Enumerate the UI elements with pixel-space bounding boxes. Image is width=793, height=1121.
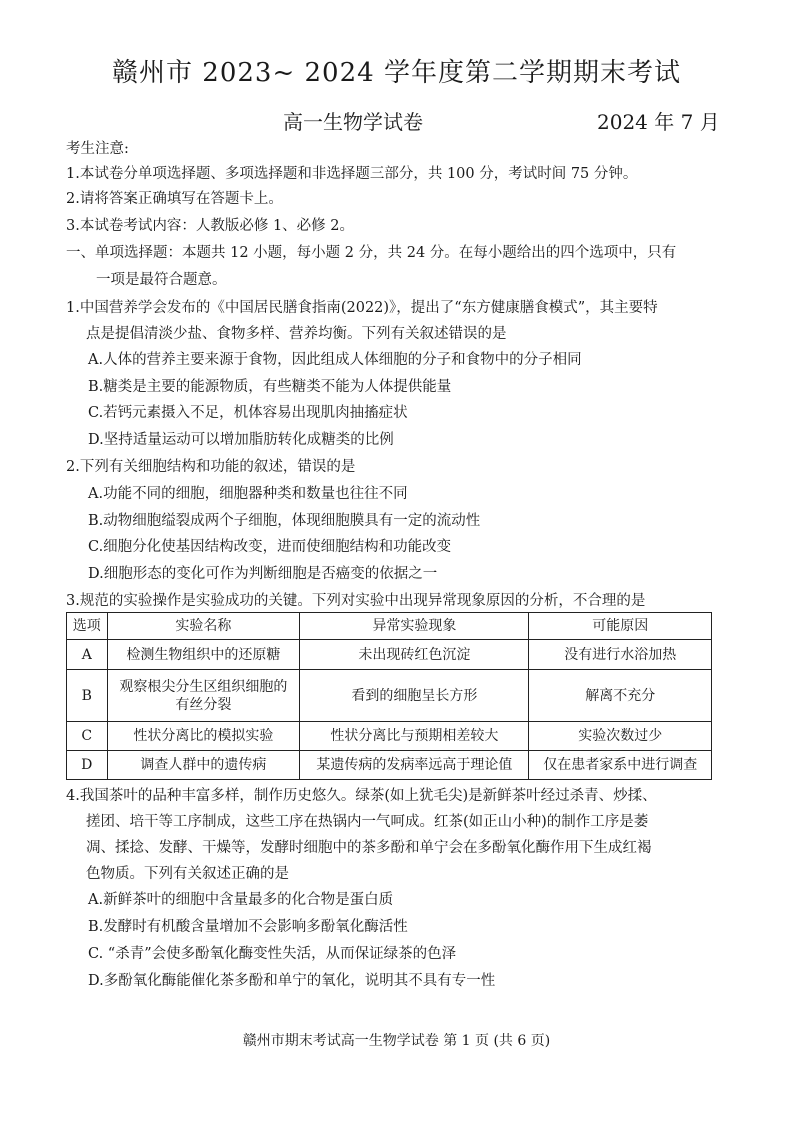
row-phenomenon: 某遗传病的发病率远高于理论值 xyxy=(300,751,529,780)
row-option: D xyxy=(67,751,108,780)
q1-stem-cont: 点是提倡清淡少盐、食物多样、营养均衡。下列有关叙述错误的是 xyxy=(86,326,507,342)
table-row xyxy=(67,722,712,751)
q4-option-b: B.发酵时有机酸含量增加不会影响多酚氧化酶活性 xyxy=(88,919,408,935)
q4-option-d: D.多酚氧化酶能催化茶多酚和单宁的氧化，说明其不具有专一性 xyxy=(88,973,496,989)
table-row xyxy=(67,670,712,722)
table-row xyxy=(67,751,712,780)
q2-option-a: A.功能不同的细胞，细胞器种类和数量也往往不同 xyxy=(88,486,408,502)
q4-option-a: A.新鲜茶叶的细胞中含量最多的化合物是蛋白质 xyxy=(88,892,394,908)
q3-stem: 3.规范的实验操作是实验成功的关键。下列对实验中出现异常现象原因的分析，不合理的是 xyxy=(66,593,646,609)
row-experiment: 性状分离比的模拟实验 xyxy=(107,722,300,751)
q3-table xyxy=(66,612,712,780)
header-experiment: 实验名称 xyxy=(107,613,300,640)
q1-option-b: B.糖类是主要的能源物质，有些糖类不能为人体提供能量 xyxy=(88,379,452,395)
section1-instruction: 一、单项选择题：本题共 12 小题，每小题 2 分，共 24 分。在每小题给出的四个选项中，只有 xyxy=(66,245,677,261)
q1-stem: 1.中国营养学会发布的《中国居民膳食指南(2022)》，提出了“东方健康膳食模式”，其主要特 xyxy=(66,300,658,316)
row-phenomenon: 未出现砖红色沉淀 xyxy=(300,640,529,670)
q1-option-a: A.人体的营养主要来源于食物，因此组成人体细胞的分子和食物中的分子相同 xyxy=(88,352,582,368)
row-cause: 解离不充分 xyxy=(529,670,712,722)
row-experiment-line1: 观察根尖分生区组织细胞的 xyxy=(119,678,288,695)
row-experiment xyxy=(107,670,300,722)
row-cause: 没有进行水浴加热 xyxy=(529,640,712,670)
row-experiment-line2: 有丝分裂 xyxy=(175,696,232,713)
row-experiment: 调查人群中的遗传病 xyxy=(107,751,300,780)
page-footer: 赣州市期末考试高一生物学试卷 第 1 页 (共 6 页) xyxy=(242,1033,551,1049)
row-cause: 仅在患者家系中进行调查 xyxy=(529,751,712,780)
exam-date: 2024 年 7 月 xyxy=(597,110,720,134)
q1-option-d: D.坚持适量运动可以增加脂肪转化成糖类的比例 xyxy=(88,432,394,448)
q2-stem: 2.下列有关细胞结构和功能的叙述，错误的是 xyxy=(66,459,356,475)
q4-stem: 4.我国茶叶的品种丰富多样，制作历史悠久。绿茶(如上犹毛尖)是新鲜茶叶经过杀青、炒揉、 xyxy=(66,788,657,804)
q1-option-c: C.若钙元素摄入不足，机体容易出现肌肉抽搐症状 xyxy=(88,405,408,421)
subject-title: 高一生物学试卷 xyxy=(283,110,423,134)
header-option: 选项 xyxy=(67,613,108,640)
q2-option-c: C.细胞分化使基因结构改变，进而使细胞结构和功能改变 xyxy=(88,539,452,555)
row-option: C xyxy=(67,722,108,751)
table-header-row xyxy=(67,613,712,640)
notice-item-3: 3.本试卷考试内容：人教版必修 1、必修 2。 xyxy=(66,218,355,234)
section1-instruction-cont: 一项是最符合题意。 xyxy=(96,272,227,288)
exam-title: 赣州市 2023~ 2024 学年度第二学期期末考试 xyxy=(112,58,681,88)
notice-item-1: 1.本试卷分单项选择题、多项选择题和非选择题三部分，共 100 分，考试时间 75 分钟。 xyxy=(66,166,638,182)
row-option: B xyxy=(67,670,108,722)
header-cause: 可能原因 xyxy=(529,613,712,640)
notice-heading: 考生注意: xyxy=(66,141,129,157)
q2-option-d: D.细胞形态的变化可作为判断细胞是否癌变的依据之一 xyxy=(88,566,438,582)
q2-option-b: B.动物细胞缢裂成两个子细胞，体现细胞膜具有一定的流动性 xyxy=(88,513,481,529)
row-phenomenon: 性状分离比与预期相差较大 xyxy=(300,722,529,751)
table-row xyxy=(67,640,712,670)
row-experiment: 检测生物组织中的还原糖 xyxy=(107,640,300,670)
row-cause: 实验次数过少 xyxy=(529,722,712,751)
notice-item-2: 2.请将答案正确填写在答题卡上。 xyxy=(66,191,283,207)
row-option: A xyxy=(67,640,108,670)
q4-stem-cont-2: 凋、揉捻、发酵、干燥等，发酵时细胞中的茶多酚和单宁会在多酚氧化酶作用下生成红褐 xyxy=(86,840,652,856)
q4-option-c: C. “杀青”会使多酚氧化酶变性失活，从而保证绿茶的色泽 xyxy=(88,946,457,962)
header-phenomenon: 异常实验现象 xyxy=(300,613,529,640)
q4-stem-cont-1: 搓团、培干等工序制成，这些工序在热锅内一气呵成。红茶(如正山小种)的制作工序是萎 xyxy=(86,814,649,830)
row-phenomenon: 看到的细胞呈长方形 xyxy=(300,670,529,722)
q4-stem-cont-3: 色物质。下列有关叙述正确的是 xyxy=(86,866,289,882)
